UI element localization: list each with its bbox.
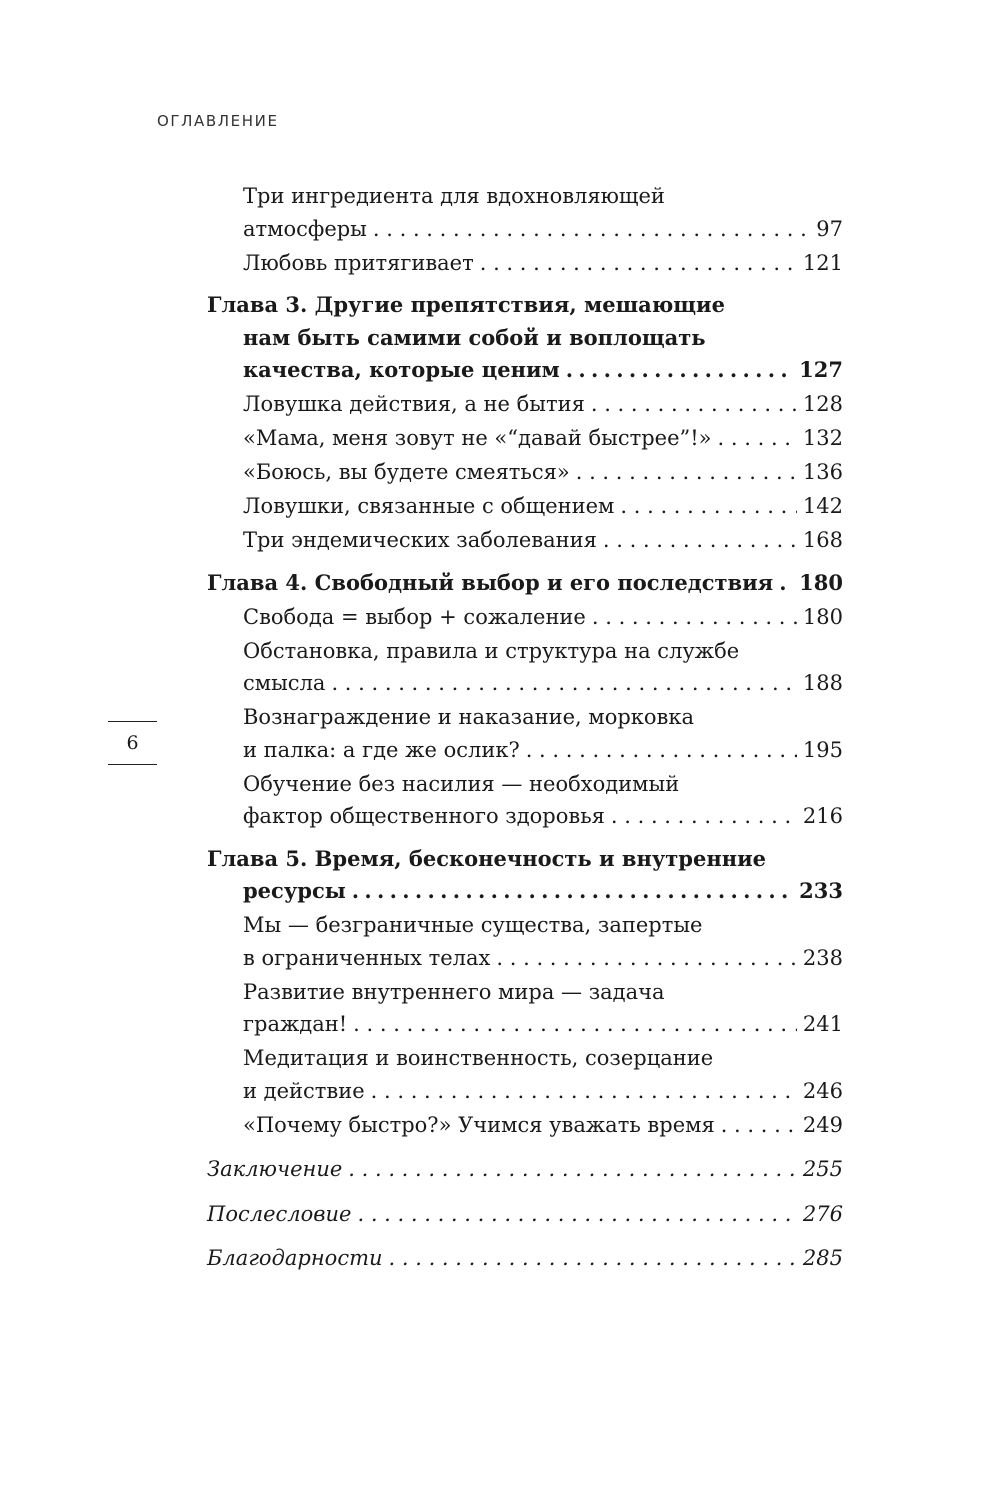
toc-page-number: 180 xyxy=(799,569,843,595)
toc-section xyxy=(207,180,843,245)
toc-chapter xyxy=(207,843,843,908)
dot-leader xyxy=(480,247,797,280)
toc-section xyxy=(207,1042,843,1107)
toc-page-number: 249 xyxy=(802,1112,843,1137)
toc-title: «Боюсь, вы будете смеяться» xyxy=(243,460,570,484)
toc-section xyxy=(207,490,843,523)
toc-leader-line xyxy=(207,354,843,387)
toc-section xyxy=(207,976,843,1041)
toc-title: ресурсы xyxy=(243,878,346,903)
dot-leader xyxy=(373,213,810,246)
toc-title: Свобода = выбор + сожаление xyxy=(243,604,586,629)
toc-section xyxy=(207,635,843,700)
toc-title: Ловушка действия, а не бытия xyxy=(243,392,585,416)
page-number: 6 xyxy=(108,721,157,765)
toc-title: Заключение xyxy=(207,1157,343,1181)
toc-leader-line xyxy=(243,601,843,634)
toc-page-number: 180 xyxy=(802,604,843,629)
toc-leader-line xyxy=(243,1109,843,1142)
dot-leader xyxy=(576,456,797,489)
toc-section xyxy=(207,701,843,766)
toc-title: «Почему быстро?» Учимся уважать время xyxy=(243,1112,715,1137)
toc-title-line: нам быть самими собой и воплощать xyxy=(243,324,706,350)
dot-leader xyxy=(496,942,797,975)
toc-title: в ограниченных телах xyxy=(243,945,491,970)
toc-page-number: 127 xyxy=(799,357,843,382)
toc-leader-line xyxy=(243,1075,843,1108)
toc-page-number: 142 xyxy=(802,494,843,518)
toc-title: атмосферы xyxy=(243,216,367,241)
toc-page-number: 188 xyxy=(802,671,843,695)
dot-leader xyxy=(611,800,797,833)
toc-page-number: 276 xyxy=(802,1201,843,1226)
toc-page-number: 195 xyxy=(802,737,843,762)
toc-title: фактор общественного здоровья xyxy=(243,804,605,828)
toc-page-number: 136 xyxy=(802,460,843,484)
toc-title-line: Развитие внутреннего мира — задача xyxy=(243,979,665,1004)
toc-page-number: 233 xyxy=(799,878,843,903)
toc-leader-line xyxy=(243,942,843,975)
dot-leader xyxy=(620,490,797,523)
toc-back-matter xyxy=(207,1198,843,1231)
dot-leader xyxy=(331,667,796,700)
toc-section xyxy=(207,1109,843,1142)
toc-title: Любовь притягивает xyxy=(243,250,474,275)
dot-leader xyxy=(357,1198,796,1231)
toc-back-matter xyxy=(207,1242,843,1275)
toc-page-number: 255 xyxy=(802,1157,843,1181)
toc-title-line: Обучение без насилия — необходимый xyxy=(243,771,680,796)
toc-leader-line xyxy=(243,422,843,455)
toc-leader-line xyxy=(207,1198,843,1231)
toc-leader-line xyxy=(243,456,843,489)
dot-leader xyxy=(389,1242,797,1275)
toc-leader-line xyxy=(243,734,843,767)
toc-section xyxy=(207,247,843,280)
dot-leader xyxy=(592,601,797,634)
toc-title-line: Три ингредиента для вдохновляющей xyxy=(243,184,665,208)
toc-page-number: 121 xyxy=(802,250,843,275)
toc-title-line: Глава 5. Время, бесконечность и внутренние xyxy=(207,845,767,871)
toc-page-number: 216 xyxy=(802,804,843,828)
toc-back-matter xyxy=(207,1153,843,1186)
dot-leader xyxy=(352,875,793,908)
dot-leader xyxy=(371,1075,797,1108)
toc-title: и действие xyxy=(243,1078,365,1103)
toc-page-number: 168 xyxy=(802,528,843,552)
dot-leader xyxy=(348,1153,797,1186)
toc-title: Благодарности xyxy=(207,1246,383,1270)
toc-leader-line xyxy=(243,1008,843,1041)
dot-leader xyxy=(566,354,793,387)
toc-leader-line xyxy=(243,490,843,523)
dot-leader xyxy=(353,1008,797,1041)
toc-title: Послесловие xyxy=(207,1201,352,1226)
table-of-contents xyxy=(207,180,843,1275)
toc-leader-line xyxy=(207,875,843,908)
toc-section xyxy=(207,456,843,489)
toc-section xyxy=(207,524,843,557)
toc-page-number: 132 xyxy=(802,426,843,450)
toc-page-number: 238 xyxy=(802,945,843,970)
toc-page-number: 246 xyxy=(802,1078,843,1103)
toc-title: «Мама, меня зовут не «“давай быстрее”!» xyxy=(243,426,712,450)
dot-leader xyxy=(718,422,797,455)
toc-title: смысла xyxy=(243,671,326,695)
dot-leader xyxy=(526,734,797,767)
toc-title-line: Медитация и воинственность, созерцание xyxy=(243,1046,714,1070)
toc-section xyxy=(207,601,843,634)
toc-page-number: 128 xyxy=(802,392,843,416)
toc-page-number: 241 xyxy=(802,1012,843,1036)
toc-title: Три эндемических заболевания xyxy=(243,528,597,552)
toc-title: граждан! xyxy=(243,1012,348,1036)
toc-section xyxy=(207,388,843,421)
toc-chapter xyxy=(207,289,843,387)
dot-leader xyxy=(779,567,793,600)
toc-title: и палка: а где же ослик? xyxy=(243,737,520,762)
toc-title: Ловушки, связанные с общением xyxy=(243,494,615,518)
toc-leader-line xyxy=(243,213,843,246)
running-head: ОГЛАВЛЕНИЕ xyxy=(157,112,279,130)
dot-leader xyxy=(721,1109,797,1142)
toc-chapter xyxy=(207,567,843,600)
toc-title-line: Мы — безграничные существа, запертые xyxy=(243,913,703,937)
toc-leader-line xyxy=(207,1153,843,1186)
toc-title-line: Обстановка, правила и структура на службе xyxy=(243,638,740,663)
dot-leader xyxy=(603,524,797,557)
toc-section xyxy=(207,422,843,455)
toc-section xyxy=(207,909,843,974)
toc-title: Глава 4. Свободный выбор и его последствия xyxy=(207,569,774,595)
toc-leader-line xyxy=(243,667,843,700)
toc-section xyxy=(207,768,843,833)
dot-leader xyxy=(591,388,797,421)
toc-title: качества, которые ценим xyxy=(243,357,560,382)
toc-leader-line xyxy=(207,1242,843,1275)
toc-leader-line xyxy=(207,567,843,600)
toc-title-line: Вознаграждение и наказание, морковка xyxy=(243,705,695,729)
toc-title-line: Глава 3. Другие препятствия, мешающие xyxy=(207,292,725,317)
toc-leader-line xyxy=(243,247,843,280)
toc-page-number: 285 xyxy=(802,1246,843,1270)
toc-leader-line xyxy=(243,388,843,421)
toc-leader-line xyxy=(243,524,843,557)
toc-leader-line xyxy=(243,800,843,833)
toc-page-number: 97 xyxy=(816,216,843,241)
